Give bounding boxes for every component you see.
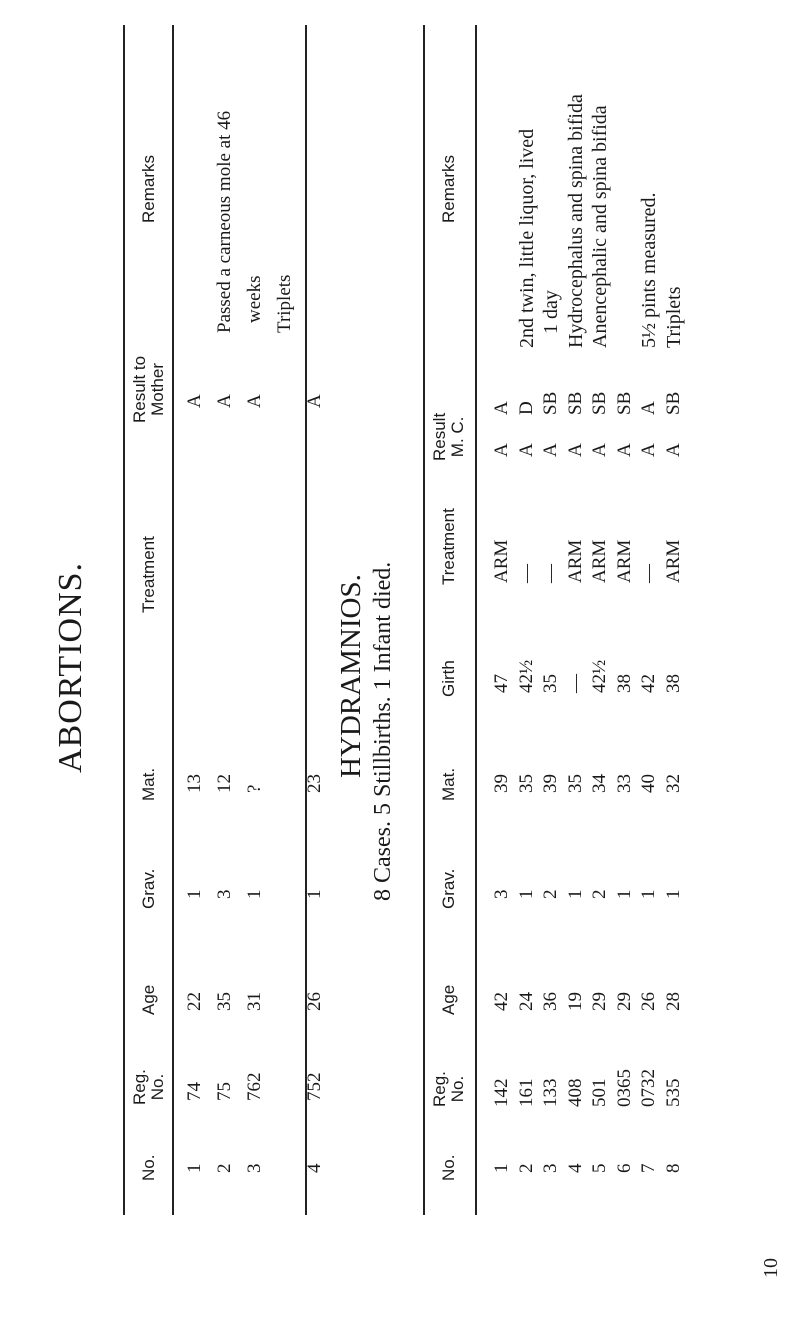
hydramnios-result-c: A <box>638 401 659 415</box>
abortions-mat: 12 <box>214 774 235 793</box>
abortions-col-no <box>180 1164 330 1174</box>
hydramnios-result-m: A <box>491 443 512 457</box>
hydramnios-header-treatment: Treatment <box>439 508 458 585</box>
hydramnios-col-girth <box>490 660 686 693</box>
abortions-header-no: No. <box>139 1154 158 1181</box>
abortions-remark: weeks <box>244 275 265 323</box>
hydramnios-girth: 38 <box>662 674 684 693</box>
abortions-header-age: Age <box>139 984 158 1015</box>
hydramnios-treatment: ARM <box>491 539 512 583</box>
hydramnios-col-remarks <box>490 94 686 348</box>
abortions-reg: 762 <box>244 1072 265 1101</box>
hydramnios-age: 36 <box>540 992 561 1011</box>
hydramnios-result-c: D <box>515 401 537 415</box>
hydramnios-mat: 33 <box>613 774 635 793</box>
abortions-mat: 23 <box>304 774 325 793</box>
hydramnios-no: 2 <box>515 1163 537 1173</box>
hydramnios-no: 4 <box>564 1163 586 1173</box>
abortions-result: A <box>214 394 235 408</box>
abortions-no: 4 <box>304 1163 325 1173</box>
hydramnios-girth: 42 <box>638 674 659 693</box>
abortions-reg: 752 <box>304 1072 325 1101</box>
hydramnios-header-remarks: Remarks <box>439 154 458 223</box>
hydramnios-no: 6 <box>613 1163 635 1173</box>
hydramnios-remark: Hydrocephalus and spina bifida <box>564 94 587 348</box>
hydramnios-result-c: A <box>491 401 512 415</box>
abortions-age: 35 <box>214 992 235 1011</box>
hydramnios-grav: 2 <box>589 889 610 899</box>
hydramnios-header-age: Age <box>439 984 458 1015</box>
hydramnios-remark <box>490 94 515 348</box>
hydramnios-no: 1 <box>491 1163 512 1173</box>
hydramnios-result-m: A <box>638 443 659 457</box>
hydramnios-grav: 2 <box>540 889 561 899</box>
abortions-grav: 3 <box>214 889 235 899</box>
hydramnios-girth: 38 <box>613 674 635 693</box>
abortions-reg: 75 <box>214 1082 235 1101</box>
hydramnios-girth: 47 <box>491 674 512 693</box>
abortions-grav: 1 <box>184 889 205 899</box>
hydramnios-col-result-c <box>490 392 686 415</box>
hydramnios-reg: 0732 <box>638 1069 659 1107</box>
hydramnios-grav: 1 <box>638 889 659 899</box>
hydramnios-mat: 35 <box>515 774 537 793</box>
hydramnios-header-mat: Mat. <box>439 767 458 801</box>
hydramnios-age: 24 <box>515 992 537 1011</box>
abortions-header-reg: Reg. No. <box>130 1069 167 1105</box>
hydramnios-title: HYDRAMNIOS. <box>335 574 367 778</box>
abortions-age: 22 <box>184 992 205 1011</box>
hydramnios-age: 26 <box>638 992 659 1011</box>
abortions-grav: 1 <box>244 889 265 899</box>
hydramnios-mat: 35 <box>564 774 586 793</box>
hydramnios-remark: 5½ pints measured. <box>638 192 660 348</box>
hydramnios-col-no <box>490 1164 686 1174</box>
abortions-grav: 1 <box>304 889 325 899</box>
abortions-reg: 74 <box>184 1082 205 1101</box>
hydramnios-col-treatment <box>490 540 686 583</box>
hydramnios-reg: 0365 <box>613 1069 635 1107</box>
hydramnios-top-rule <box>423 25 425 1215</box>
hydramnios-no: 7 <box>638 1163 659 1173</box>
hydramnios-result-m: A <box>515 443 537 457</box>
hydramnios-result-c: SB <box>540 391 561 415</box>
hydramnios-no: 5 <box>589 1163 610 1173</box>
abortions-bottom-rule <box>305 25 307 1215</box>
hydramnios-remark: 1 day <box>540 290 562 334</box>
hydramnios-mat: 39 <box>491 774 512 793</box>
abortions-col-result <box>180 394 330 408</box>
hydramnios-grav: 1 <box>662 889 684 899</box>
hydramnios-result-m: A <box>564 443 586 457</box>
hydramnios-mat: 32 <box>662 774 684 793</box>
hydramnios-col-reg <box>490 1069 686 1107</box>
hydramnios-remark: Triplets <box>662 286 685 348</box>
hydramnios-col-result-m <box>490 443 686 457</box>
hydramnios-result-m: A <box>662 443 684 457</box>
abortions-top-rule <box>123 25 125 1215</box>
hydramnios-mat: 34 <box>589 774 610 793</box>
hydramnios-age: 42 <box>491 992 512 1011</box>
hydramnios-age: 19 <box>564 992 586 1011</box>
hydramnios-result-m: A <box>613 443 635 457</box>
abortions-no: 1 <box>184 1163 205 1173</box>
hydramnios-grav: 3 <box>491 889 512 899</box>
hydramnios-remark: Anencephalic and spina bifida <box>589 105 611 348</box>
hydramnios-remark: 2nd twin, little liquor, lived <box>515 128 538 348</box>
hydramnios-result-c: SB <box>589 391 610 415</box>
hydramnios-treatment: ARM <box>613 539 635 583</box>
hydramnios-reg: 133 <box>540 1078 561 1107</box>
hydramnios-girth: — <box>564 674 586 693</box>
abortions-header-mat: Mat. <box>139 767 158 801</box>
abortions-result: A <box>244 394 265 408</box>
hydramnios-treatment: ARM <box>662 539 684 583</box>
hydramnios-treatment: ARM <box>564 539 586 583</box>
abortions-no: 2 <box>214 1163 235 1173</box>
hydramnios-col-mat <box>490 774 686 793</box>
hydramnios-girth: 42½ <box>515 659 537 693</box>
hydramnios-header-no: No. <box>439 1154 458 1181</box>
abortions-remark: Triplets <box>274 274 295 333</box>
abortions-header-grav: Grav. <box>139 868 158 909</box>
hydramnios-header-rule <box>475 25 477 1215</box>
page-number: 10 <box>760 1258 782 1278</box>
hydramnios-col-age <box>490 992 686 1011</box>
abortions-col-grav <box>180 890 330 900</box>
abortions-age: 26 <box>304 992 325 1011</box>
hydramnios-no: 3 <box>540 1163 561 1173</box>
abortions-col-mat <box>180 774 330 793</box>
hydramnios-mat: 40 <box>638 774 659 793</box>
hydramnios-age: 29 <box>613 992 635 1011</box>
hydramnios-grav: 1 <box>564 889 586 899</box>
hydramnios-no: 8 <box>662 1163 684 1173</box>
hydramnios-girth: 42½ <box>589 659 610 693</box>
hydramnios-result-m: A <box>540 443 561 457</box>
page-title: ABORTIONS. <box>52 561 89 773</box>
hydramnios-reg: 142 <box>491 1078 512 1107</box>
hydramnios-grav: 1 <box>613 889 635 899</box>
hydramnios-treatment: — <box>540 564 561 583</box>
abortions-col-reg <box>180 1073 330 1102</box>
abortions-no: 3 <box>244 1163 265 1173</box>
hydramnios-grav: 1 <box>515 889 537 899</box>
hydramnios-treatment: — <box>515 564 537 583</box>
hydramnios-age: 29 <box>589 992 610 1011</box>
hydramnios-subtitle: 8 Cases. 5 Stillbirths. 1 Infant died. <box>370 561 396 901</box>
hydramnios-treatment: — <box>638 564 659 583</box>
abortions-header-rule <box>172 25 174 1215</box>
abortions-remark: Passed a carneous mole at 46 <box>214 110 235 333</box>
hydramnios-header-girth: Girth <box>439 660 458 697</box>
hydramnios-reg: 501 <box>589 1078 610 1107</box>
hydramnios-mat: 39 <box>540 774 561 793</box>
abortions-result: A <box>304 394 325 408</box>
abortions-col-age <box>180 992 330 1011</box>
abortions-result: A <box>184 394 205 408</box>
hydramnios-result-m: A <box>589 443 610 457</box>
abortions-mat: 13 <box>184 774 205 793</box>
abortions-mat: ? <box>244 784 265 793</box>
abortions-header-treatment: Treatment <box>139 536 158 613</box>
hydramnios-reg: 535 <box>662 1078 684 1107</box>
hydramnios-header-result: Result M. C. <box>430 412 467 461</box>
hydramnios-girth: 35 <box>540 674 561 693</box>
hydramnios-treatment: ARM <box>589 539 610 583</box>
abortions-col-remarks <box>210 111 300 333</box>
abortions-header-remarks: Remarks <box>139 154 158 223</box>
hydramnios-reg: 408 <box>564 1078 586 1107</box>
abortions-age: 31 <box>244 992 265 1011</box>
hydramnios-remark <box>613 94 638 348</box>
abortions-header-result: Result to Mother <box>130 355 167 423</box>
hydramnios-result-c: SB <box>564 391 586 415</box>
hydramnios-result-c: SB <box>662 391 684 415</box>
hydramnios-reg: 161 <box>515 1078 537 1107</box>
hydramnios-age: 28 <box>662 992 684 1011</box>
hydramnios-header-grav: Grav. <box>439 868 458 909</box>
hydramnios-col-grav <box>490 890 686 900</box>
hydramnios-header-reg: Reg. No. <box>430 1071 467 1107</box>
hydramnios-result-c: SB <box>613 391 635 415</box>
